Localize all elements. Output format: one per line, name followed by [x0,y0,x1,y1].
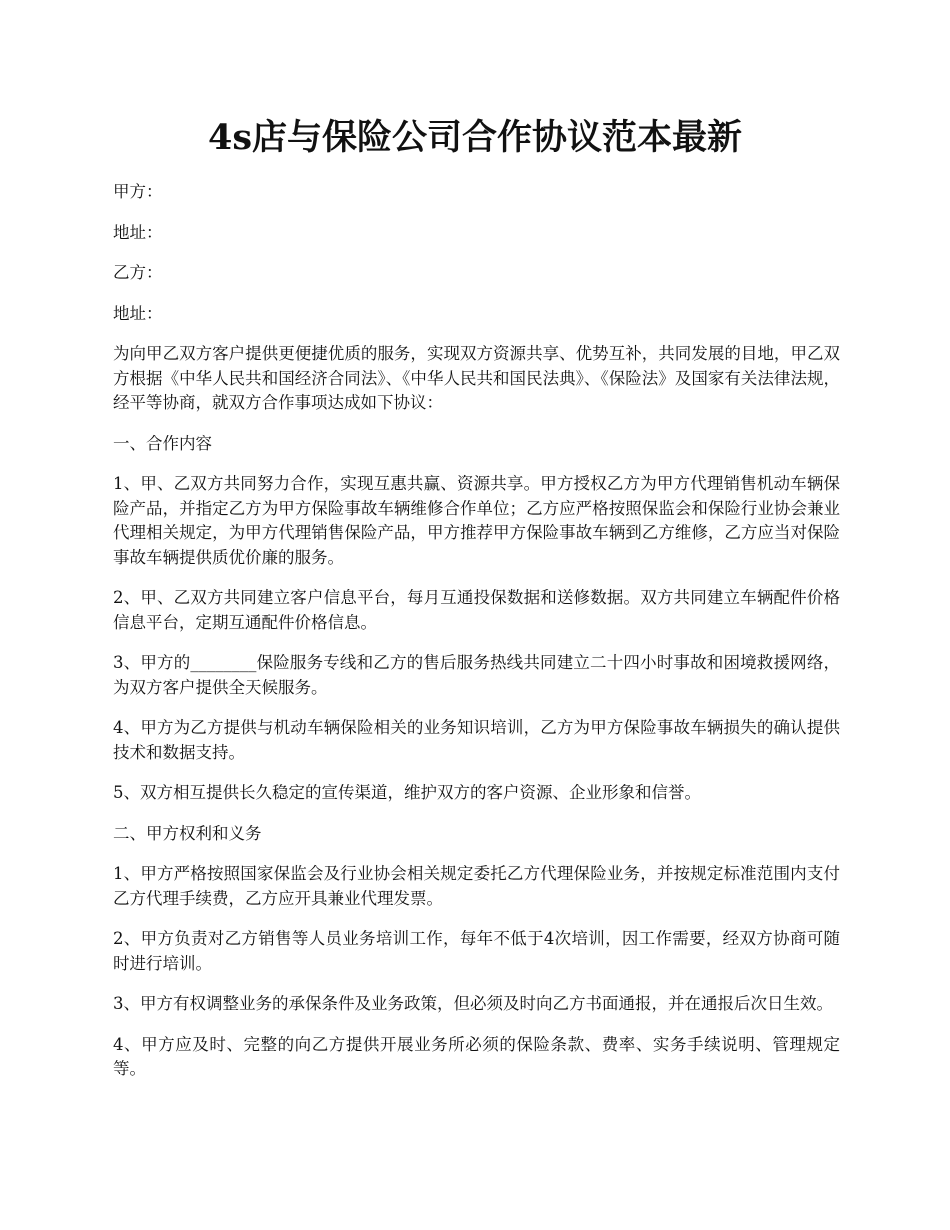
document-body [113,180,840,1098]
clause-paragraph: 3、甲方的________保险服务专线和乙方的售后服务热线共同建立二十四小时事故和困境救援网络，为双方客户提供全天候服务。 [113,653,840,697]
party-b-address-field: 地址： [113,303,163,323]
clause-paragraph: 1、甲方严格按照国家保监会及行业协会相关规定委托乙方代理保险业务，并按规定标准范围内支付乙方代理手续费，乙方应开具兼业代理发票。 [113,864,840,908]
clause-paragraph: 5、双方相互提供长久稳定的宣传渠道，维护双方的客户资源、企业形象和信誉。 [113,783,701,802]
clause-paragraph: 2、甲、乙双方共同建立客户信息平台，每月互通投保数据和送修数据。双方共同建立车辆配件价格信息平台，定期互通配件价格信息。 [113,588,840,632]
clause-paragraph: 3、甲方有权调整业务的承保条件及业务政策，但必须及时向乙方书面通报，并在通报后次日生效。 [113,994,833,1013]
section-heading-cooperation: 一、合作内容 [113,433,212,453]
section-heading-party-a-rights: 二、甲方权利和义务 [113,823,262,843]
clause-paragraph: 2、甲方负责对乙方销售等人员业务培训工作，每年不低于4次培训，因工作需要，经双方协商可随时进行培训。 [113,929,840,973]
party-a-field: 甲方： [113,182,163,201]
party-a-address-field: 地址： [113,222,163,242]
document-title: 4s店与保险公司合作协议范本最新 [207,117,743,158]
clause-paragraph: 1、甲、乙双方共同努力合作，实现互惠共赢、资源共享。甲方授权乙方为甲方代理销售机动车辆保险产品，并指定乙方为甲方保险事故车辆维修合作单位；乙方应严格按照保监会和保险行业协会兼业代理相关规定，为甲方代理销售保险产品，甲方推荐甲方保险事故车辆到乙方维修，乙方应当对保险事故车辆提供质优价廉的服务。 [113,474,840,567]
clause-paragraph: 4、甲方应及时、完整的向乙方提供开展业务所必须的保险条款、费率、实务手续说明、管理规定等。 [113,1034,840,1078]
clause-paragraph: 4、甲方为乙方提供与机动车辆保险相关的业务知识培训，乙方为甲方保险事故车辆损失的确认提供技术和数据支持。 [113,718,840,762]
intro-paragraph: 为向甲乙双方客户提供更便捷优质的服务，实现双方资源共享、优势互补，共同发展的目地，甲乙双方根据《中华人民共和国经济合同法》、《中华人民共和国民法典》、《保险法》及国家有关法律法规，经平等协商，就双方合作事项达成如下协议： [113,344,840,412]
party-b-field: 乙方： [113,263,163,282]
